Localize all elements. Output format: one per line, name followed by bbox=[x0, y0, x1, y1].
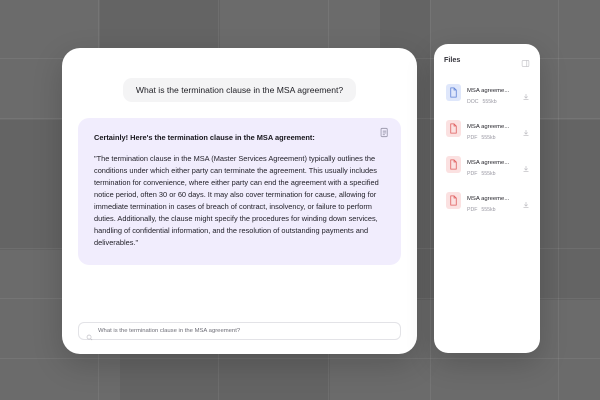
panel-layout-icon[interactable] bbox=[521, 55, 530, 64]
file-name: MSA agreeme... bbox=[467, 88, 510, 94]
search-icon bbox=[86, 328, 93, 335]
file-size: 555kb bbox=[481, 207, 496, 213]
file-meta bbox=[467, 79, 516, 105]
list-item[interactable] bbox=[444, 146, 532, 182]
pdf-file-icon bbox=[446, 120, 461, 137]
file-subinfo bbox=[467, 135, 516, 141]
file-size: 555kb bbox=[482, 99, 497, 105]
download-icon[interactable] bbox=[522, 88, 530, 96]
download-icon[interactable] bbox=[522, 124, 530, 132]
pdf-file-icon bbox=[446, 156, 461, 173]
files-panel-header bbox=[444, 55, 532, 64]
file-size: 555kb bbox=[481, 135, 496, 141]
message-composer[interactable] bbox=[78, 322, 401, 340]
file-name: MSA agreeme... bbox=[467, 160, 510, 166]
files-panel-title: Files bbox=[444, 55, 461, 64]
file-type: DOC bbox=[467, 99, 479, 105]
file-type: PDF bbox=[467, 171, 478, 177]
file-meta bbox=[467, 187, 516, 213]
chat-panel bbox=[62, 48, 417, 354]
copy-document-icon[interactable] bbox=[379, 127, 390, 138]
list-item[interactable] bbox=[444, 74, 532, 110]
file-subinfo bbox=[467, 99, 516, 105]
file-size: 555kb bbox=[481, 171, 496, 177]
file-meta bbox=[467, 115, 516, 141]
files-panel bbox=[434, 44, 540, 353]
composer-input-text[interactable]: What is the termination clause in the MSA agreement? bbox=[98, 328, 241, 334]
file-meta bbox=[467, 151, 516, 177]
assistant-body-text: "The termination clause in the MSA (Master Services Agreement) typically outlines the conditions under which either party can terminate the agreement. This usually includes termination for convenience, where either party can end the agreement with a specified notice period, often 30 or 60 days. It may also cover termination for cause, allowing for immediate termination in cases of breach of contract, insolvency, or failure to perform duties. Additionally, the clause might specify the procedures for winding down services, handling of confidential information, and the resolution of outstanding payments and deliverables." bbox=[94, 154, 379, 248]
file-subinfo bbox=[467, 207, 516, 213]
assistant-lead-text: Certainly! Here's the termination clause in the MSA agreement: bbox=[94, 133, 315, 143]
pdf-file-icon bbox=[446, 192, 461, 209]
user-message-bubble: What is the termination clause in the MSA agreement? bbox=[123, 78, 356, 102]
download-icon[interactable] bbox=[522, 196, 530, 204]
file-name: MSA agreeme... bbox=[467, 124, 510, 130]
file-name: MSA agreeme... bbox=[467, 196, 510, 202]
file-list bbox=[444, 74, 532, 218]
doc-file-icon bbox=[446, 84, 461, 101]
download-icon[interactable] bbox=[522, 160, 530, 168]
file-type: PDF bbox=[467, 207, 478, 213]
list-item[interactable] bbox=[444, 182, 532, 218]
list-item[interactable] bbox=[444, 110, 532, 146]
assistant-message-bubble bbox=[78, 118, 401, 265]
file-subinfo bbox=[467, 171, 516, 177]
file-type: PDF bbox=[467, 135, 478, 141]
user-message-row bbox=[78, 78, 401, 102]
